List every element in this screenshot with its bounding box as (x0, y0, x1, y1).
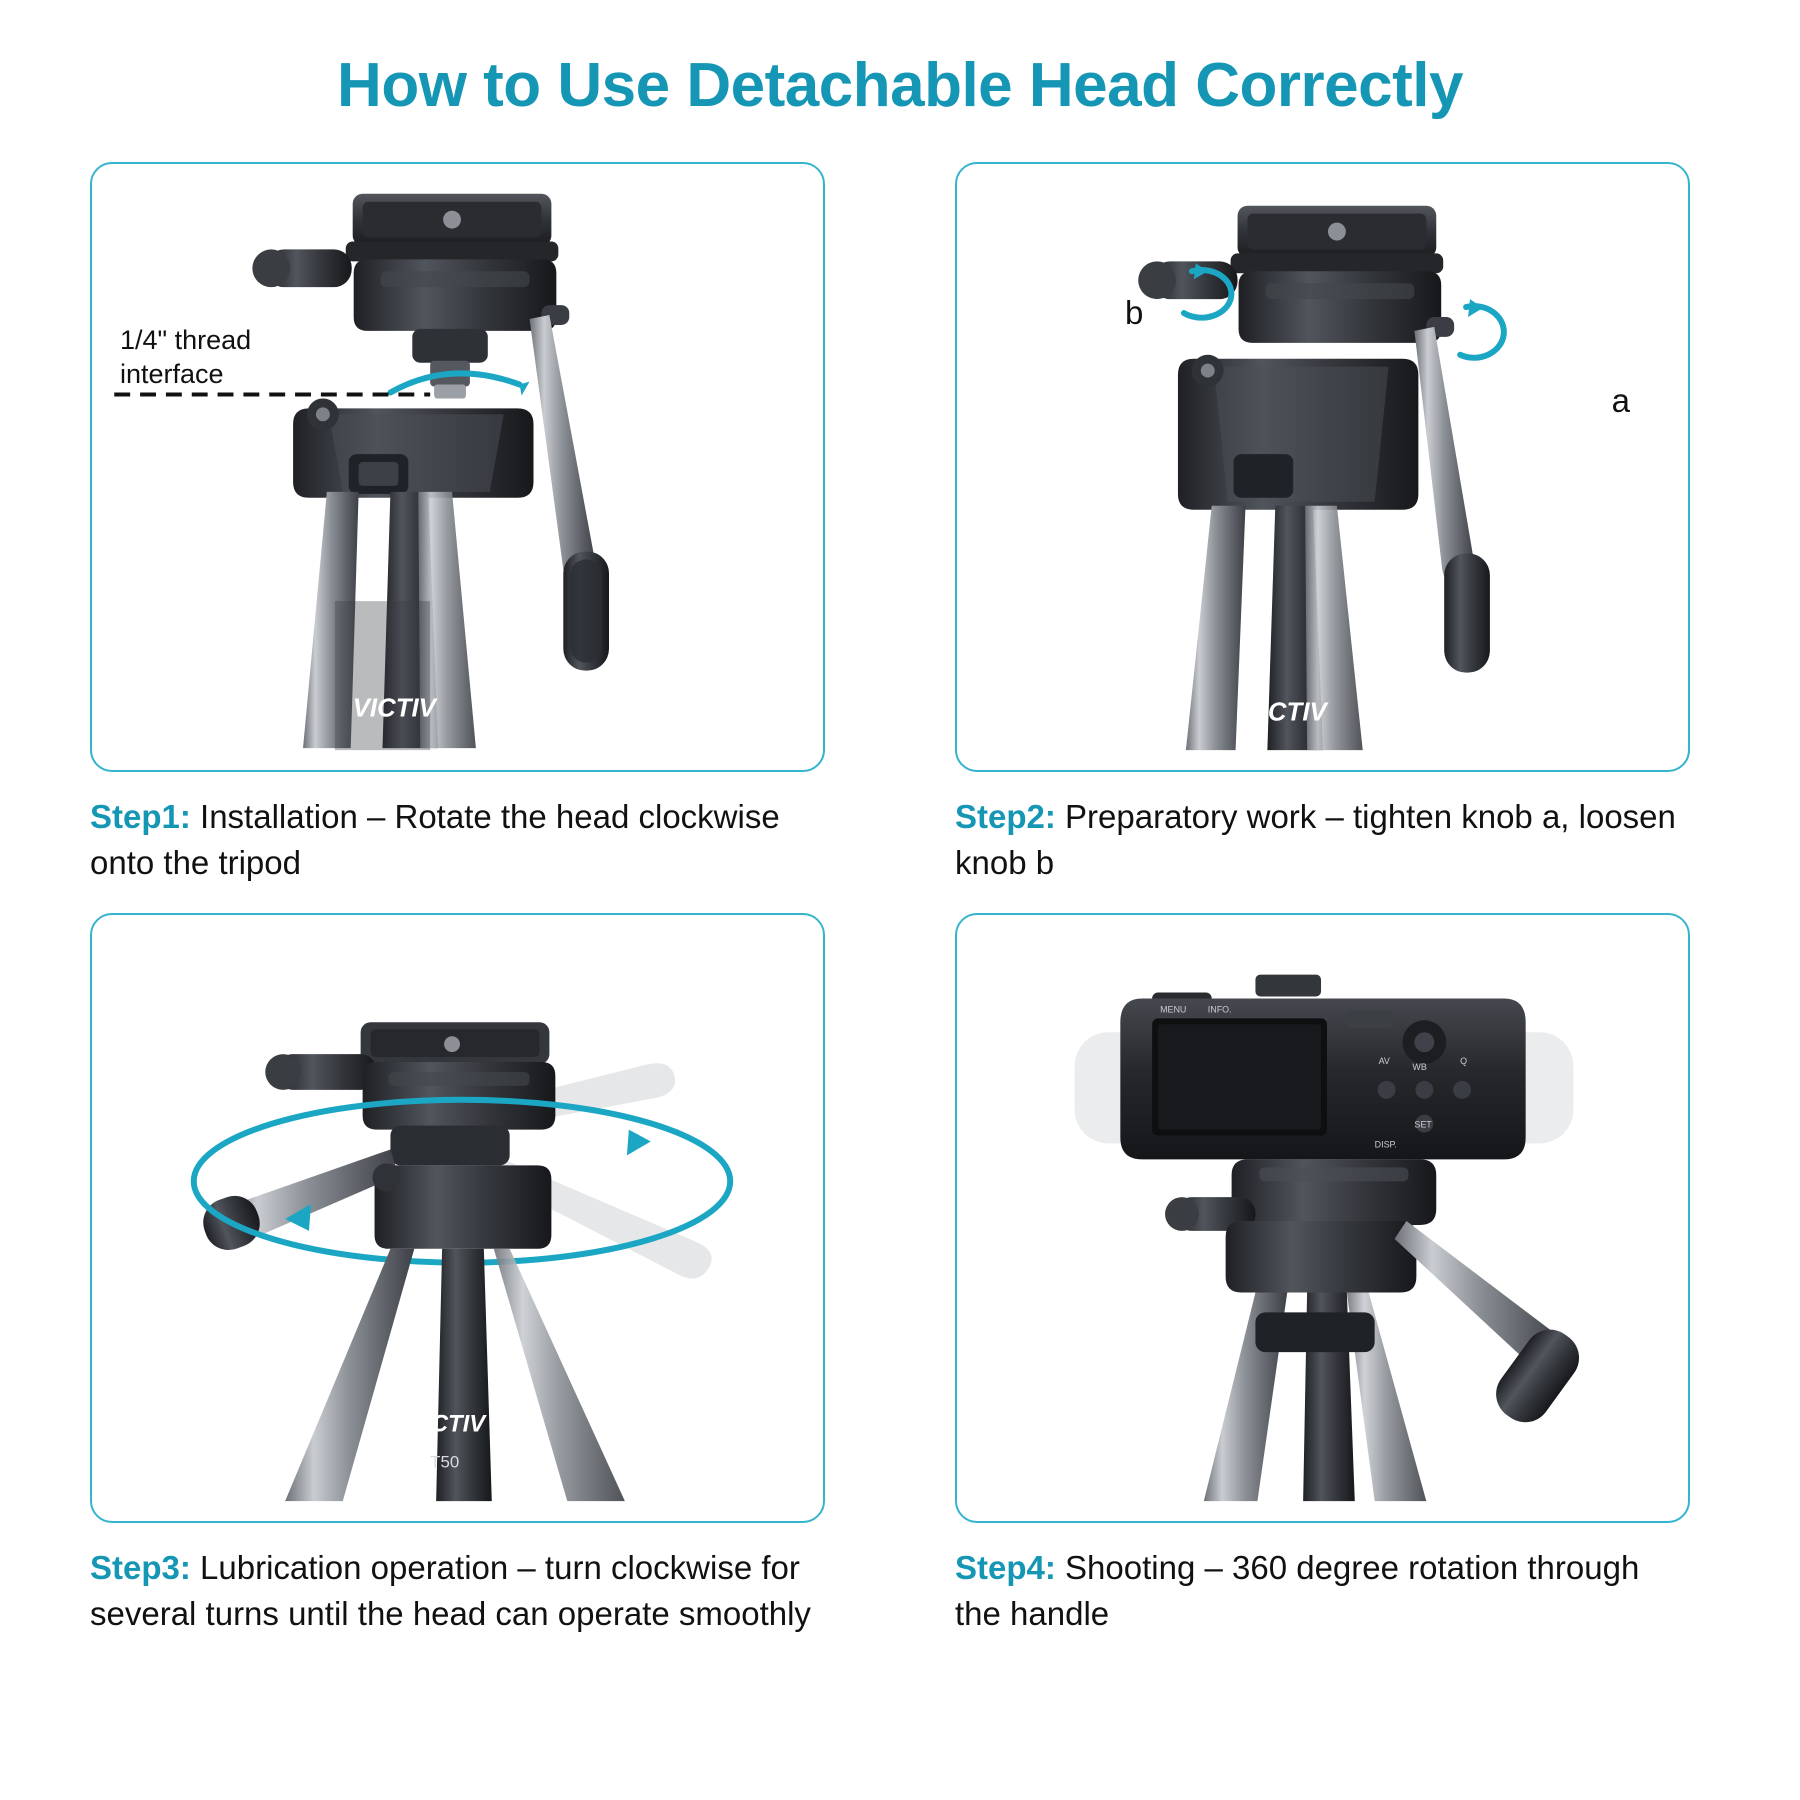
step-2-caption (955, 794, 1685, 885)
step-4-text: Shooting – 360 degree rotation through the handle (955, 1549, 1640, 1632)
camera-wb-label: WB (1412, 1062, 1427, 1073)
pan-handle-graphic (1395, 1221, 1590, 1433)
step-1-caption (90, 794, 820, 885)
step-3-caption (90, 1545, 820, 1636)
thread-interface-annotation: 1/4" thread interface (120, 325, 252, 389)
step-4-illustration (957, 915, 1688, 1521)
steps-grid (90, 162, 1710, 1636)
knob-b-label: b (1125, 294, 1144, 332)
tripod-head-graphic (265, 1023, 555, 1166)
step-1-text: Installation – Rotate the head clockwise onto the tripod (90, 798, 780, 881)
tripod-head-graphic (1138, 206, 1443, 343)
model-text: T50 (430, 1452, 460, 1472)
camera-graphic (1120, 975, 1525, 1160)
step-4-panel (955, 913, 1690, 1523)
pan-handle-graphic (197, 1150, 399, 1257)
step-2-panel (955, 162, 1690, 772)
step-4-cell (955, 913, 1690, 1636)
step-3-panel (90, 913, 825, 1523)
step-3-label: Step3: (90, 1549, 191, 1587)
camera-info-label: INFO. (1207, 1004, 1232, 1015)
camera-set-label: SET (1414, 1119, 1432, 1130)
step-1-panel (90, 162, 825, 772)
step-3-text: Lubrication operation – turn clockwise for several turns until the head can operate smoothly (90, 1549, 811, 1632)
pan-handle-graphic (530, 305, 609, 671)
brand-logo-text: VICTIV (408, 1410, 486, 1438)
camera-disp-label: DISP. (1374, 1139, 1397, 1150)
camera-menu-label: MENU (1160, 1004, 1187, 1015)
step-1-label: Step1: (90, 798, 191, 836)
tripod-body-graphic (1178, 355, 1418, 750)
step-1-cell (90, 162, 825, 885)
step-1-illustration (92, 164, 823, 770)
pan-handle-graphic (1414, 317, 1490, 673)
knob-a-rotate-arrow-icon (1460, 299, 1504, 358)
step-3-illustration (92, 915, 823, 1521)
tripod-legs-graphic (1204, 1293, 1427, 1502)
knob-a-label: a (1611, 382, 1630, 420)
step-4-label: Step4: (955, 1549, 1056, 1587)
page-title: How to Use Detachable Head Correctly (337, 51, 1463, 120)
brand-logo-text: VICTIV (1243, 698, 1327, 727)
step-2-text: Preparatory work – tighten knob a, loosen knob b (955, 798, 1676, 881)
step-2-label: Step2: (955, 798, 1056, 836)
tripod-body-graphic (293, 399, 533, 751)
camera-q-label: Q (1460, 1056, 1468, 1067)
step-4-caption (955, 1545, 1685, 1636)
brand-logo-text: VICTIV (352, 694, 436, 723)
step-2-illustration (957, 164, 1688, 770)
step-3-cell (90, 913, 825, 1636)
step-2-cell (955, 162, 1690, 885)
tripod-head-graphic (1165, 1160, 1436, 1293)
camera-av-label: AV (1378, 1056, 1390, 1067)
